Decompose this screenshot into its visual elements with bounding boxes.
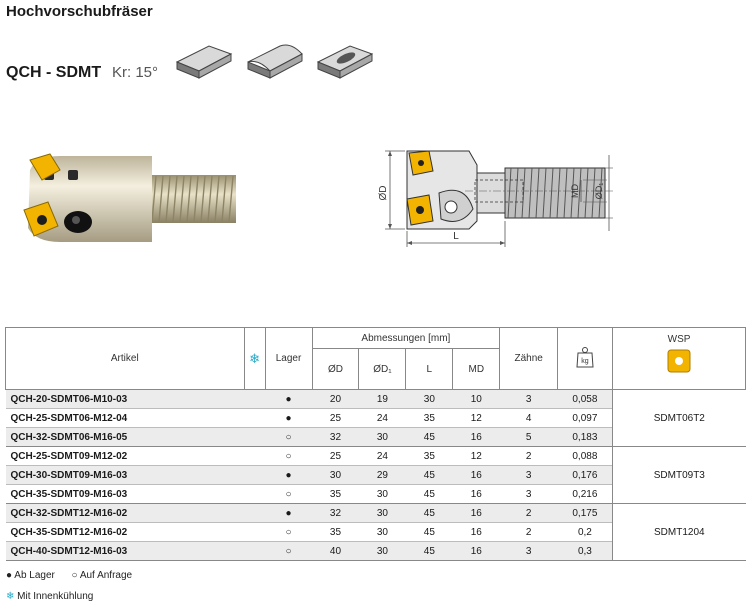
snowflake-icon: ❄	[6, 591, 15, 602]
technical-drawing	[375, 143, 620, 253]
in-stock-icon: ●	[6, 570, 13, 581]
lager-cell: ○	[265, 542, 312, 561]
header-zaehne: Zähne	[500, 328, 558, 390]
artikel-cell: QCH-20-SDMT06-M10-03	[6, 390, 245, 409]
d1-cell: 30	[359, 542, 406, 561]
table-row	[6, 447, 746, 466]
zaehne-cell: 3	[500, 485, 558, 504]
l-cell: 35	[406, 447, 453, 466]
legend-auf-anfrage: Auf Anfrage	[79, 570, 133, 581]
l-cell: 45	[406, 428, 453, 447]
weight-cell: 0,3	[558, 542, 613, 561]
d1-cell: 24	[359, 447, 406, 466]
header-md: MD	[453, 349, 500, 390]
md-cell: 16	[453, 542, 500, 561]
table-row	[6, 390, 746, 409]
zaehne-cell: 3	[500, 466, 558, 485]
artikel-cell: QCH-35-SDMT12-M16-02	[6, 523, 245, 542]
d-cell: 25	[312, 447, 359, 466]
md-cell: 16	[453, 428, 500, 447]
d-cell: 20	[312, 390, 359, 409]
artikel-cell: QCH-25-SDMT06-M12-04	[6, 409, 245, 428]
d-cell: 40	[312, 542, 359, 561]
wsp-cell: SDMT1204	[613, 504, 746, 561]
d1-cell: 30	[359, 428, 406, 447]
legend-coolant	[6, 591, 93, 602]
wsp-cell: SDMT09T3	[613, 447, 746, 504]
weight-cell: 0,2	[558, 523, 613, 542]
header-wsp	[613, 328, 746, 390]
zaehne-cell: 3	[500, 390, 558, 409]
md-cell: 16	[453, 466, 500, 485]
header-lager: Lager	[265, 328, 312, 390]
d1-cell: 30	[359, 523, 406, 542]
weight-icon	[575, 346, 595, 368]
zaehne-cell: 5	[500, 428, 558, 447]
weight-cell: 0,176	[558, 466, 613, 485]
lager-cell: ○	[265, 485, 312, 504]
artikel-cell: QCH-40-SDMT12-M16-03	[6, 542, 245, 561]
lager-cell: ○	[265, 523, 312, 542]
weight-cell: 0,175	[558, 504, 613, 523]
header-d: ØD	[312, 349, 359, 390]
dim-md-label: MD	[570, 184, 580, 198]
d-cell: 25	[312, 409, 359, 428]
d1-cell: 30	[359, 485, 406, 504]
weight-cell: 0,088	[558, 447, 613, 466]
weight-cell: 0,183	[558, 428, 613, 447]
l-cell: 45	[406, 542, 453, 561]
artikel-cell: QCH-35-SDMT09-M16-03	[6, 485, 245, 504]
l-cell: 45	[406, 466, 453, 485]
wsp-cell: SDMT06T2	[613, 390, 746, 447]
d-cell: 35	[312, 485, 359, 504]
d1-cell: 24	[359, 409, 406, 428]
zaehne-cell: 2	[500, 523, 558, 542]
lager-cell: ●	[265, 466, 312, 485]
l-cell: 45	[406, 485, 453, 504]
md-cell: 12	[453, 447, 500, 466]
legend-ab-lager: Ab Lager	[14, 570, 55, 581]
table-row	[6, 504, 746, 523]
lager-cell: ●	[265, 504, 312, 523]
weight-cell: 0,058	[558, 390, 613, 409]
series-name: QCH - SDMT	[6, 64, 102, 81]
artikel-cell: QCH-32-SDMT06-M16-05	[6, 428, 245, 447]
zaehne-cell: 2	[500, 504, 558, 523]
md-cell: 10	[453, 390, 500, 409]
legend-stock	[6, 570, 132, 581]
artikel-cell: QCH-30-SDMT09-M16-03	[6, 466, 245, 485]
d-cell: 35	[312, 523, 359, 542]
artikel-cell: QCH-32-SDMT12-M16-02	[6, 504, 245, 523]
header-weight	[558, 328, 613, 390]
cutting-angle: Kr: 15°	[112, 64, 159, 81]
lager-cell: ●	[265, 409, 312, 428]
legend-innenkuehlung: Mit Innenkühlung	[17, 591, 94, 602]
lager-cell: ●	[265, 390, 312, 409]
l-cell: 45	[406, 523, 453, 542]
md-cell: 12	[453, 409, 500, 428]
d1-cell: 29	[359, 466, 406, 485]
curved-material-icon	[246, 40, 304, 80]
dim-d-label: ØD	[378, 185, 389, 201]
d1-cell: 19	[359, 390, 406, 409]
l-cell: 45	[406, 504, 453, 523]
pocket-material-icon	[316, 40, 374, 80]
l-cell: 30	[406, 390, 453, 409]
d-cell: 32	[312, 504, 359, 523]
weight-cell: 0,097	[558, 409, 613, 428]
dim-l-label: L	[453, 231, 459, 242]
d1-cell: 30	[359, 504, 406, 523]
header-wsp-label: WSP	[667, 334, 691, 345]
zaehne-cell: 3	[500, 542, 558, 561]
spec-table	[5, 327, 746, 561]
weight-unit: kg	[581, 358, 589, 365]
lager-cell: ○	[265, 428, 312, 447]
md-cell: 16	[453, 485, 500, 504]
header-l: L	[406, 349, 453, 390]
block-material-icon	[175, 40, 233, 80]
header-d1: ØD₁	[359, 349, 406, 390]
l-cell: 35	[406, 409, 453, 428]
artikel-cell: QCH-25-SDMT09-M12-02	[6, 447, 245, 466]
lager-cell: ○	[265, 447, 312, 466]
md-cell: 16	[453, 523, 500, 542]
md-cell: 16	[453, 504, 500, 523]
snowflake-icon: ❄	[249, 350, 261, 366]
d-cell: 32	[312, 428, 359, 447]
tool-photo	[20, 150, 240, 260]
on-request-icon: ○	[71, 570, 78, 581]
header-artikel: Artikel	[6, 328, 245, 390]
insert-icon	[666, 348, 692, 374]
zaehne-cell: 4	[500, 409, 558, 428]
header-abmessungen: Abmessungen [mm]	[312, 328, 500, 349]
header-coolant	[244, 328, 265, 390]
dim-d1-label: ØD₁	[594, 182, 604, 200]
zaehne-cell: 2	[500, 447, 558, 466]
page-title: Hochvorschubfräser	[6, 3, 153, 20]
d-cell: 30	[312, 466, 359, 485]
weight-cell: 0,216	[558, 485, 613, 504]
